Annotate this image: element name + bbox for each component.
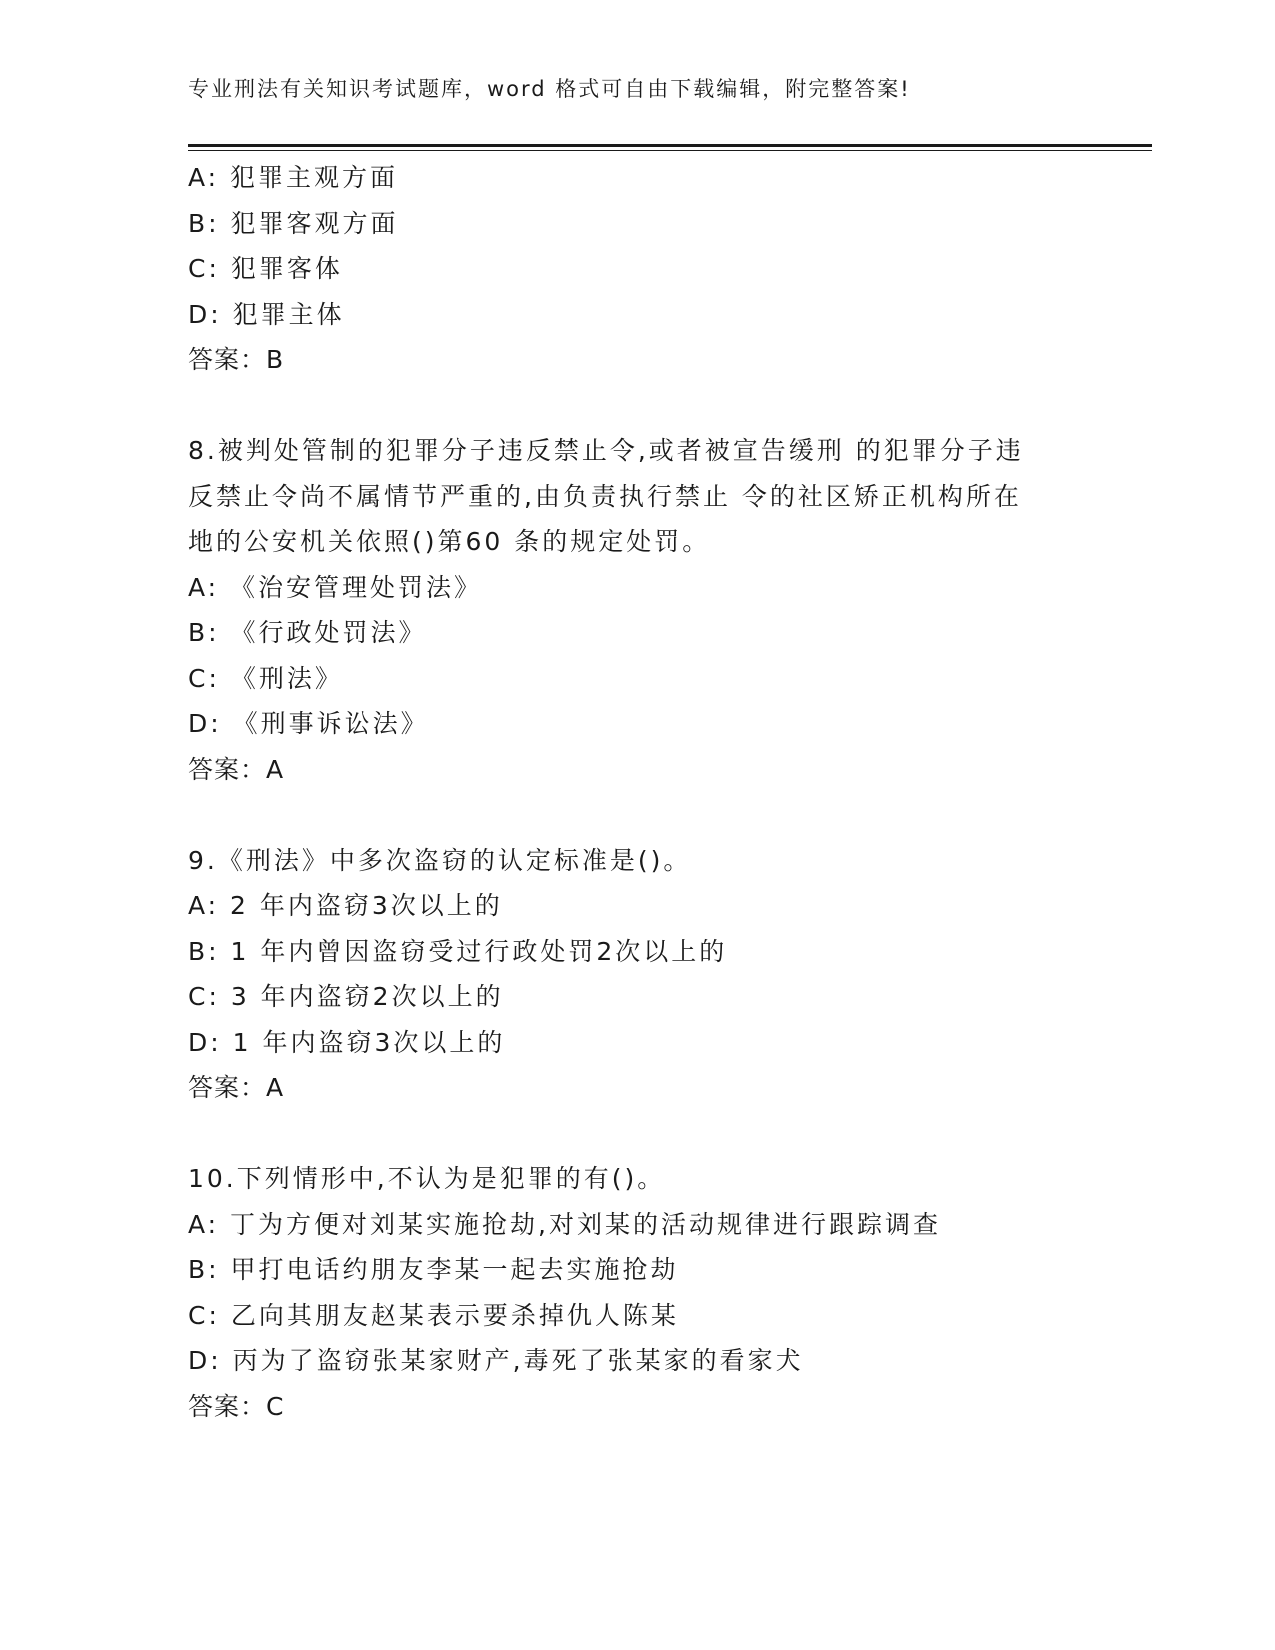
answer-line: 答案：B (188, 345, 285, 374)
question-stem-line: 地的公安机关依照()第60 条的规定处罚。 (188, 527, 711, 556)
spacer (188, 1111, 1088, 1157)
option-c: C: 3 年内盗窃2次以上的 (188, 982, 504, 1011)
option-c: C: 犯罪客体 (188, 254, 343, 283)
question-10 (188, 1156, 1088, 1429)
option-d: D: 《刑事诉讼法》 (188, 709, 429, 738)
answer-line: 答案：C (188, 1391, 285, 1421)
option-a: A: 2 年内盗窃3次以上的 (188, 891, 503, 920)
document-body (188, 155, 1088, 1429)
spacer (188, 792, 1088, 838)
page-header-text: 专业刑法有关知识考试题库，word 格式可自由下载编辑，附完整答案! (188, 77, 911, 101)
answer-line: 答案：A (188, 754, 285, 784)
option-d: D: 丙为了盗窃张某家财产,毒死了张某家的看家犬 (188, 1346, 804, 1375)
option-b: B: 《行政处罚法》 (188, 618, 427, 647)
question-stem-line: 反禁止令尚不属情节严重的,由负责执行禁止 令的社区矫正机构所在 (188, 481, 1022, 511)
option-b: B: 1 年内曾因盗窃受过行政处罚2次以上的 (188, 936, 728, 966)
header-rule-thin (188, 150, 1152, 151)
option-c: C: 《刑法》 (188, 663, 343, 693)
option-a: A: 《治安管理处罚法》 (188, 572, 483, 602)
answer-line: 答案：A (188, 1073, 285, 1102)
option-b: B: 犯罪客观方面 (188, 208, 399, 238)
spacer (188, 383, 1088, 429)
option-d: D: 犯罪主体 (188, 299, 345, 329)
question-9 (188, 838, 1088, 1111)
question-stem-line: 10.下列情形中,不认为是犯罪的有()。 (188, 1164, 666, 1193)
option-b: B: 甲打电话约朋友李某一起去实施抢劫 (188, 1255, 679, 1284)
option-c: C: 乙向其朋友赵某表示要杀掉仇人陈某 (188, 1300, 679, 1330)
question-8 (188, 428, 1088, 792)
header-rule-thick (188, 144, 1152, 147)
option-a: A: 犯罪主观方面 (188, 163, 399, 192)
question-stem-line: 8.被判处管制的犯罪分子违反禁止令,或者被宣告缓刑 的犯罪分子违 (188, 436, 1024, 465)
option-d: D: 1 年内盗窃3次以上的 (188, 1027, 506, 1057)
option-a: A: 丁为方便对刘某实施抢劫,对刘某的活动规律进行跟踪调查 (188, 1209, 941, 1239)
question-stem-line: 9.《刑法》中多次盗窃的认定标准是()。 (188, 845, 692, 875)
